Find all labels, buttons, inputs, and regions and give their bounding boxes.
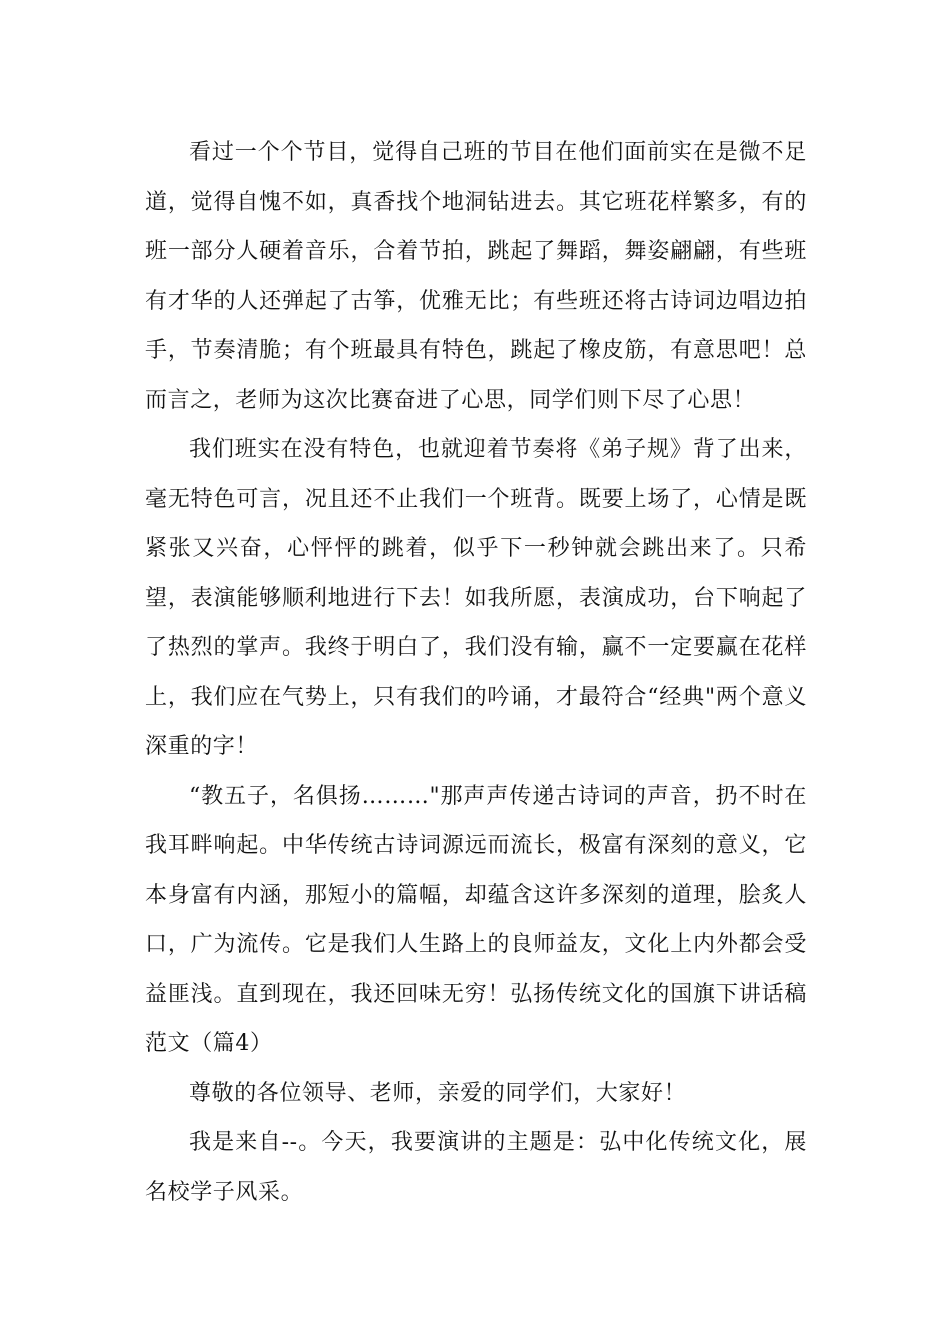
document-body <box>145 128 807 1217</box>
paragraph-2: 我们班实在没有特色，也就迎着节奏将《弟子规》背了出来，毫无特色可言，况且还不止我们一个班背。既要上场了，心情是既紧张又兴奋，心怦怦的跳着，似乎下一秒钟就会跳出来了。只希望，表演能够顺利地进行下去！如我所愿，表演成功，台下响起了了热烈的掌声。我终于明白了，我们没有输，赢不一定要赢在花样上，我们应在气势上，只有我们的吟诵，才最符合“经典"两个意义深重的字！ <box>145 437 807 759</box>
paragraph-1: 看过一个个节目，觉得自己班的节目在他们面前实在是微不足道，觉得自愧不如，真香找个地洞钻进去。其它班花样繁多，有的班一部分人硬着音乐，合着节拍，跳起了舞蹈，舞姿翩翩，有些班有才华的人还弹起了古筝，优雅无比；有些班还将古诗词边唱边拍手，节奏清脆；有个班最具有特色，跳起了橡皮筋，有意思吧！总而言之，老师为这次比赛奋进了心思，同学们则下尽了心思！ <box>145 140 807 413</box>
paragraph-4: 尊敬的各位领导、老师，亲爱的同学们，大家好！ <box>189 1080 687 1106</box>
paragraph-3: “教五子，名俱扬………"那声声传递古诗词的声音，扔不时在我耳畔响起。中华传统古诗词源远而流长，极富有深刻的意义，它本身富有内涵，那短小的篇幅，却蕴含这许多深刻的道理，脍炙人口，广为流传。它是我们人生路上的良师益友，文化上内外都会受益匪浅。直到现在，我还回味无穷！弘扬传统文化的国旗下讲话稿范文（篇4） <box>145 783 807 1056</box>
paragraph-5: 我是来自--。今天，我要演讲的主题是：弘中化传统文化，展名校学子风采。 <box>145 1130 807 1205</box>
